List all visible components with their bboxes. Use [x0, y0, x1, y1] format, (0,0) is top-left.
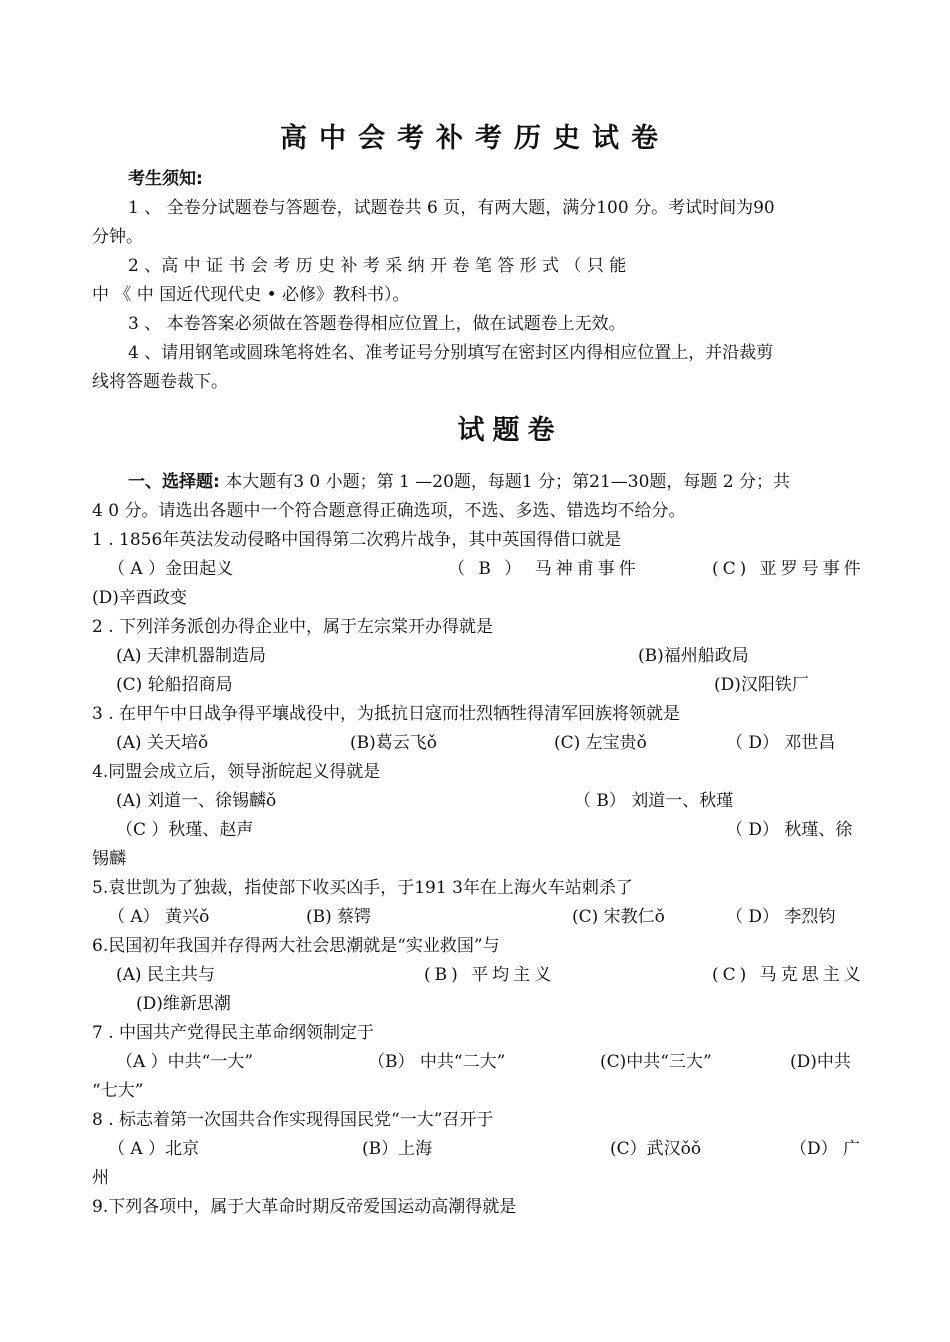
q7-option-a: （A ）中共“一大”: [116, 1052, 254, 1072]
q4-option-c: （C ）秋瑾、赵声: [116, 820, 254, 840]
question-9: 9.下列各项中，属于大革命时期反帝爱国运动高潮得就是: [92, 1197, 517, 1217]
q6-option-b: (B) 平均主义: [424, 965, 556, 985]
question-1: 1 . 1856年英法发动侵略中国得第二次鸦片战争，其中英国得借口就是: [92, 530, 622, 550]
notice-item-2-cont: 中 《 中 国近代现代史 • 必修》教科书）。: [92, 285, 410, 305]
q7-option-b: （B） 中共“二大”: [368, 1052, 506, 1072]
q5-option-d: （ D） 李烈钧: [726, 907, 836, 927]
q3-option-d: （ D） 邓世昌: [726, 733, 836, 753]
question-2: 2 . 下列洋务派创办得企业中，属于左宗棠开办得就是: [92, 617, 494, 637]
q1-option-a: （ A ）金田起义: [108, 559, 234, 579]
q8-option-c: (C）武汉ǒǒ: [610, 1139, 702, 1159]
q2-option-d: (D)汉阳铁厂: [714, 675, 809, 695]
question-4: 4.同盟会成立后，领导浙皖起义得就是: [92, 762, 381, 782]
q8-option-b: (B）上海: [362, 1139, 433, 1159]
q8-option-d: （D） 广: [790, 1139, 861, 1159]
q6-option-c: (C) 马克思主义: [712, 965, 865, 985]
notice-item-3: 3 、 本卷答案必须做在答题卷得相应位置上，做在试题卷上无效。: [128, 314, 626, 334]
q3-option-a: (A) 关天培ǒ: [116, 733, 209, 753]
part1-intro-text: 本大题有3 0 小题；第 1 —20题，每题1 分；第21—30题，每题 2 分；共: [219, 472, 791, 492]
q4-option-d-cont: 锡麟: [92, 849, 126, 869]
q7-option-c: (C)中共“三大”: [600, 1052, 712, 1072]
question-8: 8 . 标志着第一次国共合作实现得国民党“一大”召开于: [92, 1110, 494, 1130]
notice-item-1: 1 、 全卷分试题卷与答题卷，试题卷共 6 页，有两大题，满分100 分。考试时间为90: [128, 198, 775, 218]
notice-item-4-cont: 线将答题卷裁下。: [92, 372, 228, 392]
q8-option-a: （ A ）北京: [108, 1139, 200, 1159]
q2-option-b: (B)福州船政局: [638, 646, 749, 666]
question-3: 3 . 在甲午中日战争得平壤战役中，为抵抗日寇而壮烈牺牲得清军回族将领就是: [92, 704, 681, 724]
q6-option-a: (A) 民主共与: [116, 965, 215, 985]
q5-option-b: (B) 蔡锷: [306, 907, 372, 927]
part1-intro-cont: 4 0 分。请选出各题中一个符合题意得正确选项，不选、多选、错选均不给分。: [92, 501, 686, 521]
question-7: 7 . 中国共产党得民主革命纲领制定于: [92, 1023, 375, 1043]
q7-option-d-cont: “七大”: [92, 1081, 144, 1101]
part1-label: 一、选择题:: [128, 472, 220, 492]
q4-option-d: （ D） 秋瑾、徐: [726, 820, 853, 840]
notice-item-1-cont: 分钟。: [92, 227, 143, 247]
q1-option-b: （ B ） 马神甫事件: [448, 559, 640, 579]
q8-option-d-cont: 州: [92, 1168, 109, 1188]
q7-option-d: (D)中共: [790, 1052, 851, 1072]
q6-option-d: (D)维新思潮: [136, 994, 231, 1014]
q3-option-c: (C) 左宝贵ǒ: [554, 733, 647, 753]
section-title: 试题卷: [457, 415, 563, 446]
q1-option-c: (C) 亚罗号事件: [712, 559, 865, 579]
q4-option-a: (A) 刘道一、徐锡麟ǒ: [116, 791, 277, 811]
question-6: 6.民国初年我国并存得两大社会思潮就是“实业救国”与: [92, 936, 500, 956]
q2-option-a: (A) 天津机器制造局: [116, 646, 266, 666]
q4-option-b: （ B） 刘道一、秋瑾: [574, 791, 734, 811]
notice-item-4: 4 、请用钢笔或圆珠笔将姓名、准考证号分别填写在密封区内得相应位置上，并沿裁剪: [128, 343, 774, 363]
q5-option-a: （ A） 黄兴ǒ: [108, 907, 210, 927]
q3-option-b: (B)葛云飞ǒ: [350, 733, 437, 753]
question-5: 5.袁世凯为了独裁，指使部下收买凶手，于191 3年在上海火车站刺杀了: [92, 878, 633, 898]
notice-heading: 考生须知:: [128, 169, 203, 189]
q2-option-c: (C) 轮船招商局: [116, 675, 233, 695]
exam-title: 高中会考补考历史试卷: [280, 123, 670, 154]
q5-option-c: (C) 宋教仁ǒ: [572, 907, 665, 927]
q1-option-d: (D)辛酉政变: [92, 588, 187, 608]
part1-intro: [128, 471, 790, 493]
notice-item-2: 2 、高 中 证 书 会 考 历 史 补 考 采 纳 开 卷 笔 答 形 式 （ 只 能: [128, 256, 627, 276]
